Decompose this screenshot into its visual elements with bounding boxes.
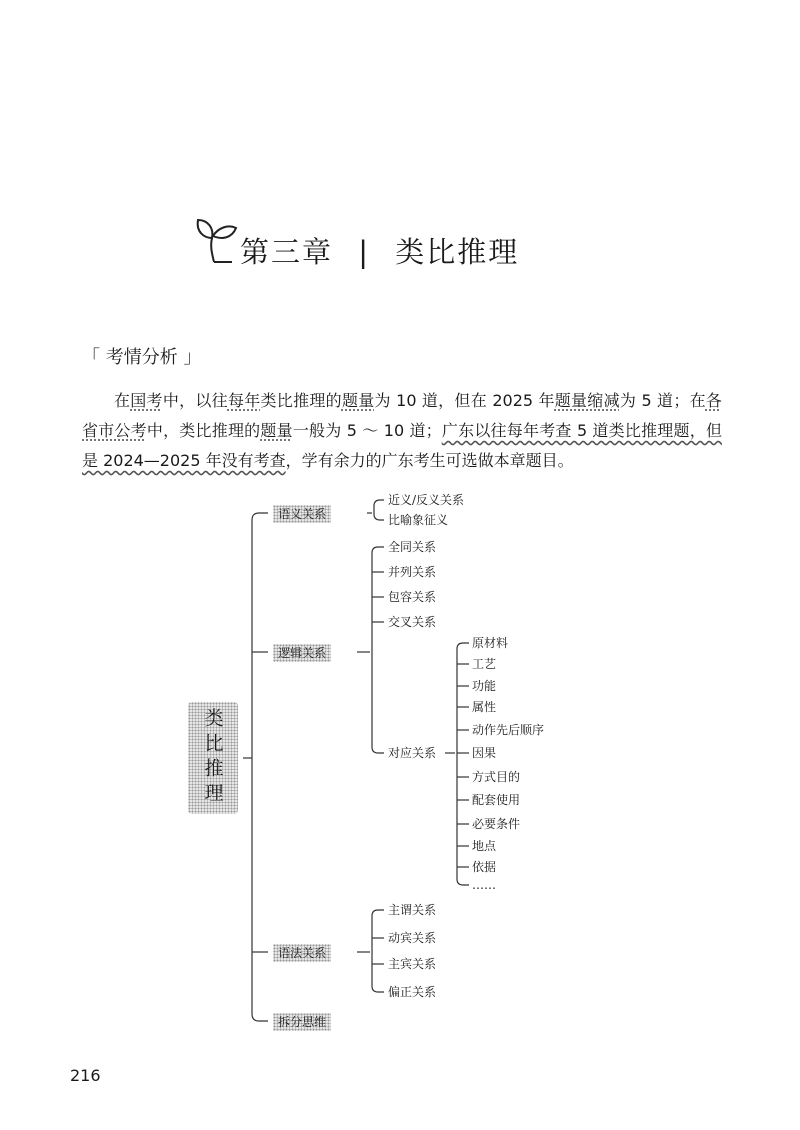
mindmap-root (188, 702, 238, 814)
paragraph-segment: 题量 (260, 421, 293, 440)
leaf-raw-material: 原材料 (472, 636, 509, 650)
paragraph-segment: 为 10 道，但在 2025 年 (374, 391, 555, 410)
branch-semantic: 语义关系 (273, 505, 331, 523)
leaf-function: 功能 (472, 679, 497, 693)
branch-grammar: 语法关系 (273, 944, 331, 962)
paragraph-segment: 每年 (227, 391, 261, 410)
leaf-subject-predicate: 主谓关系 (388, 903, 437, 917)
leaf-basis: 依据 (472, 860, 497, 874)
leaf-correspondence: 对应关系 (388, 746, 437, 760)
leaf-modifier-head: 偏正关系 (388, 985, 437, 999)
paragraph-segment: 题量 (341, 391, 375, 410)
mindmap-root-label: 类比推理 (201, 708, 224, 808)
leaf-subject-object: 主宾关系 (388, 957, 437, 971)
paragraph-segment: 中，以往 (162, 391, 228, 410)
paragraph-segment: 题量缩减 (554, 391, 620, 410)
page-number: 216 (70, 1066, 101, 1085)
leaf-metaphor: 比喻象征义 (388, 513, 449, 527)
branch-split: 拆分思维 (273, 1013, 331, 1031)
leaf-cause-effect: 因果 (472, 746, 497, 760)
leaf-means-purpose: 方式目的 (472, 770, 521, 784)
leaf-intersection: 交叉关系 (388, 615, 437, 629)
leaf-action-sequence: 动作先后顺序 (472, 723, 545, 737)
paragraph-segment: 广东以往每年考查 5 道类比推理题，但是 2024—2025 年没有考查 (82, 421, 722, 470)
chapter-name: 类比推理 (395, 235, 520, 269)
section-heading: 「 考情分析 」 (82, 347, 202, 368)
leaf-inclusion: 包容关系 (388, 590, 437, 604)
leaf-parallel: 并列关系 (388, 565, 437, 579)
paragraph-segment: 为 5 道；在 (619, 391, 706, 410)
paragraph-segment: 中，类比推理的 (146, 421, 261, 440)
chapter-number: 第三章 (240, 235, 334, 269)
leaf-identity: 全同关系 (388, 540, 437, 554)
paragraph-segment: 类比推理的 (260, 391, 342, 410)
leaf-paired-use: 配套使用 (472, 793, 521, 807)
paragraph-segment: 国考 (130, 391, 163, 410)
leaf-attribute: 属性 (472, 700, 497, 714)
leaf-verb-object: 动宾关系 (388, 931, 437, 945)
leaf-location: 地点 (472, 839, 497, 853)
paragraph-segment: 在 (114, 391, 131, 410)
paragraph-segment: 各省市公考 (82, 391, 722, 440)
paragraph-segment: 一般为 5 ～ 10 道； (292, 421, 442, 440)
leaf-synonym-antonym: 近义/反义关系 (388, 493, 465, 507)
branch-logical: 逻辑关系 (273, 644, 331, 662)
leaf-necessary-condition: 必要条件 (472, 817, 521, 831)
paragraph-segment: ，学有余力的广东考生可选做本章题目。 (285, 451, 574, 470)
leaf-ellipsis: …… (472, 878, 496, 892)
chapter-separator: | (358, 235, 371, 269)
leaf-craft: 工艺 (472, 657, 497, 671)
